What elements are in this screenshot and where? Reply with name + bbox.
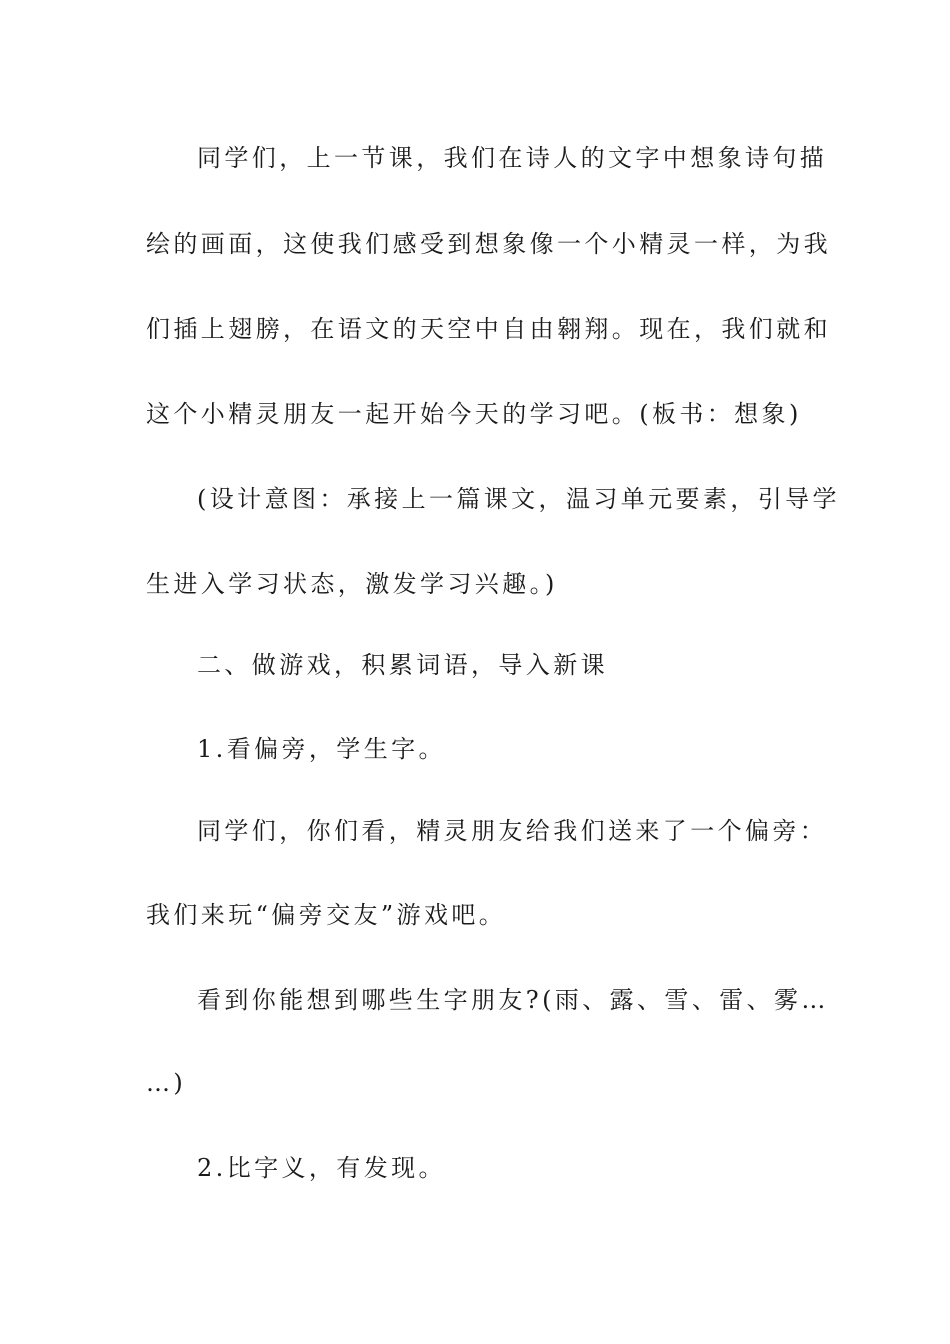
- question-line-2: …): [146, 1069, 187, 1097]
- paragraph-line-6: 我们来玩“偏旁交友”游戏吧。: [146, 901, 507, 929]
- question-line-1: 看到你能想到哪些生字朋友?(雨、露、雪、雷、雾…: [197, 986, 829, 1014]
- paragraph-line-3: 们插上翅膀，在语文的天空中自由翱翔。现在，我们就和: [146, 315, 831, 343]
- design-intent-line-1: (设计意图：承接上一篇课文，温习单元要素，引导学: [197, 485, 840, 513]
- paragraph-line-1: 同学们，上一节课，我们在诗人的文字中想象诗句描: [197, 144, 828, 172]
- step-heading-2: 2.比字义，有发现。: [197, 1154, 446, 1182]
- design-intent-line-2: 生进入学习状态，激发学习兴趣。): [146, 570, 558, 598]
- section-heading: 二、做游戏，积累词语，导入新课: [197, 651, 608, 679]
- paragraph-line-5: 同学们，你们看，精灵朋友给我们送来了一个偏旁：: [197, 817, 828, 845]
- paragraph-line-4: 这个小精灵朋友一起开始今天的学习吧。(板书：想象): [146, 400, 802, 428]
- step-heading-1: 1.看偏旁，学生字。: [197, 735, 446, 763]
- paragraph-line-2: 绘的画面，这使我们感受到想象像一个小精灵一样，为我: [146, 230, 831, 258]
